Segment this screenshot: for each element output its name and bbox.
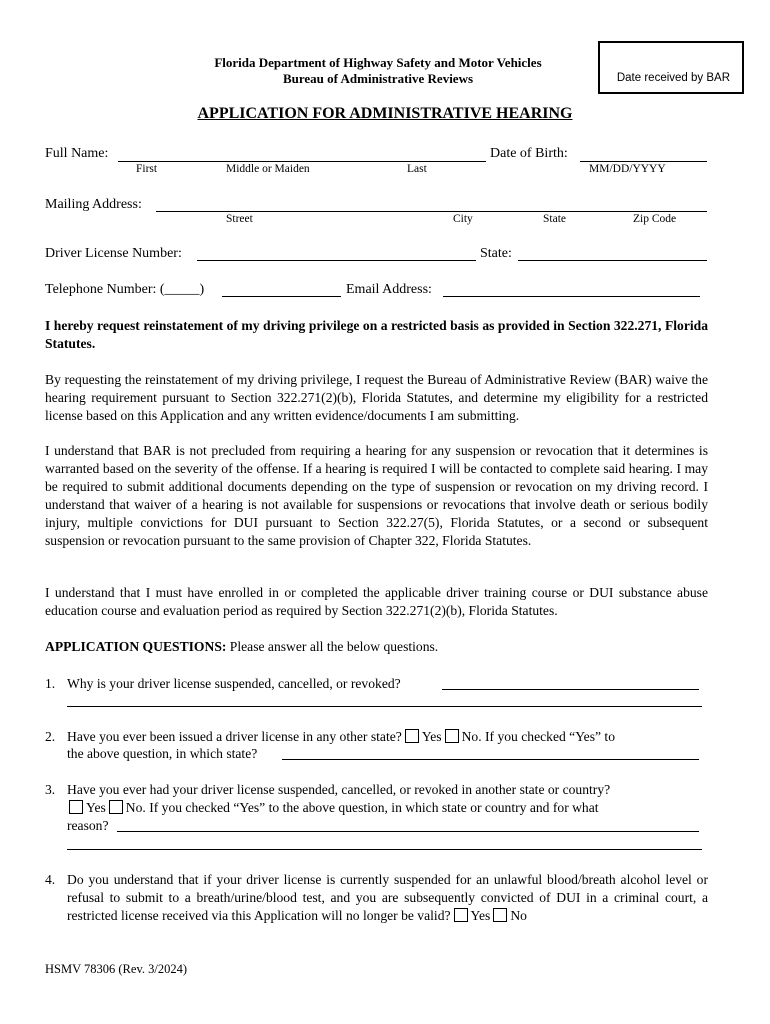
question-1-answer-field[interactable] [442, 689, 699, 690]
mailing-address-field[interactable] [156, 211, 707, 212]
dob-label: Date of Birth: [490, 146, 568, 161]
dl-state-field[interactable] [518, 260, 707, 261]
telephone-label: Telephone Number: (_____) [45, 282, 205, 297]
question-2-no-label: No. If you checked “Yes” to [461, 729, 615, 744]
question-3-line-2 [67, 799, 599, 817]
form-title: APPLICATION FOR ADMINISTRATIVE HEARING [197, 105, 573, 122]
question-2-no-checkbox[interactable] [445, 729, 459, 743]
question-3-no-label: No. If you checked “Yes” to the above question, in which state or country and for what [125, 800, 599, 815]
dl-number-field[interactable] [197, 260, 476, 261]
telephone-field[interactable] [222, 296, 341, 297]
question-4-yes-label: Yes [470, 908, 491, 923]
dl-state-label: State: [480, 246, 512, 261]
last-sublabel: Last [407, 163, 427, 175]
question-1-answer-field-2[interactable] [67, 706, 702, 707]
question-3-text: Have you ever had your driver license suspended, cancelled, or revoked in another state or country? [67, 782, 611, 797]
question-4-no-label: No [510, 908, 527, 923]
street-sublabel: Street [226, 213, 253, 225]
middle-sublabel: Middle or Maiden [226, 163, 310, 175]
question-3-yes-label: Yes [86, 800, 106, 815]
question-3-reason-field-2[interactable] [67, 849, 702, 850]
question-3-reason-field[interactable] [117, 831, 699, 832]
question-4-yes-checkbox[interactable] [454, 908, 468, 922]
question-3-reason-label: reason? [67, 818, 109, 833]
question-2-yes-checkbox[interactable] [405, 729, 419, 743]
paragraph-hearing: I understand that BAR is not precluded from requiring a hearing for any suspension or revocation that it determines is warranted based on the severity of the offense. If a hearing is required I will be contacted to complete said hearing. I may be required to submit additional documents depending on the type of suspension or revocation on my driving record. I understand that waiver of a hearing is not available for suspensions or revocations that involve death or serious bodily injury, multiple convictions for DUI pursuant to Section 322.27(5), Florida Statutes, or a second or subsequent suspension or revocation pursuant to the same provision of Chapter 322, Florida Statutes. [45, 443, 708, 548]
dob-field[interactable] [580, 161, 707, 162]
paragraph-course: I understand that I must have enrolled in or completed the applicable driver training course or DUI substance abuse education course and evaluation period as required by Section 322.271(2)(b), Florida Statutes. [45, 585, 708, 618]
question-3-yes-checkbox[interactable] [69, 800, 83, 814]
paragraph-waiver: By requesting the reinstatement of my driving privilege, I request the Bureau of Administrative Review (BAR) waive the hearing requirement pursuant to Section 322.271(2)(b), Florida Statutes, and determine my eligibility for a restricted license based on this Application and any written evidence/documents I am submitting. [45, 372, 708, 423]
question-4-block [67, 871, 708, 925]
email-field[interactable] [443, 296, 700, 297]
question-3-number: 3. [45, 782, 56, 797]
first-sublabel: First [136, 163, 158, 175]
agency-name: Florida Department of Highway Safety and Motor Vehicles [214, 55, 542, 70]
question-2-state-field[interactable] [282, 759, 699, 760]
question-4-no-checkbox[interactable] [493, 908, 507, 922]
question-4-text: Do you understand that if your driver license is currently suspended for an unlawful blood/breath alcohol level or refusal to submit to a breath/urine/blood test, and you are subsequently convicted of DUI in a criminal court, a restricted license received via this Application will no longer be valid? [67, 872, 708, 923]
state-sublabel: State [543, 213, 566, 225]
city-sublabel: City [453, 213, 473, 225]
mailing-address-label: Mailing Address: [45, 197, 142, 212]
form-number: HSMV 78306 (Rev. 3/2024) [45, 962, 188, 976]
question-1-text: Why is your driver license suspended, cancelled, or revoked? [67, 676, 401, 691]
dl-number-label: Driver License Number: [45, 246, 182, 261]
full-name-field[interactable] [118, 161, 486, 162]
email-label: Email Address: [346, 282, 432, 297]
question-2-number: 2. [45, 729, 56, 744]
date-received-box [598, 41, 744, 94]
question-3-no-checkbox[interactable] [109, 800, 123, 814]
request-statement: I hereby request reinstatement of my driving privilege on a restricted basis as provided in Section 322.271, Florida Statutes. [45, 318, 708, 351]
bureau-name: Bureau of Administrative Reviews [282, 71, 474, 86]
question-2-line-1 [67, 728, 615, 746]
question-2-text: Have you ever been issued a driver license in any other state? [67, 729, 402, 744]
question-4-number: 4. [45, 872, 56, 887]
questions-heading-label: APPLICATION QUESTIONS: [45, 639, 227, 654]
zip-sublabel: Zip Code [633, 213, 677, 225]
questions-heading [45, 638, 438, 656]
full-name-label: Full Name: [45, 146, 109, 161]
dob-format-sublabel: MM/DD/YYYY [589, 163, 666, 175]
date-received-label: Date received by BAR [616, 72, 730, 84]
questions-intro: Please answer all the below questions. [226, 639, 439, 654]
question-1-number: 1. [45, 676, 56, 691]
question-2-yes-label: Yes [421, 729, 442, 744]
question-2-followup: the above question, in which state? [67, 746, 258, 761]
